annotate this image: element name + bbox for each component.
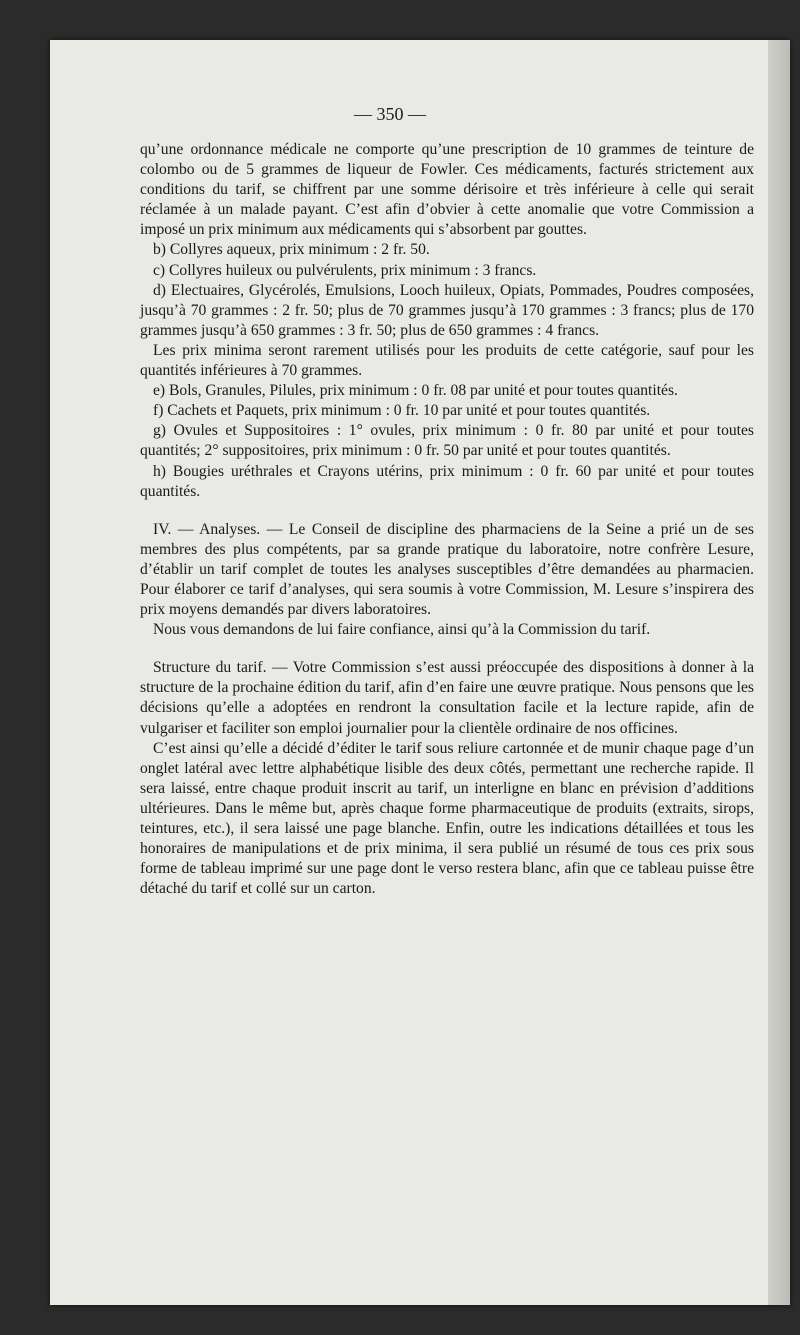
paragraph: b) Collyres aqueux, prix minimum : 2 fr. 50. xyxy=(153,241,430,259)
paragraph: d) Electuaires, Glycérolés, Emulsions, Looch huileux, Opiats, Pommades, Poudres composées, jusqu’à 70 grammes : 2 fr. 50; plus de 70 grammes jusqu’à 170 grammes : 3 francs; plus de 170 grammes jusqu’à 650 grammes : 3 fr. 50; plus de 650 grammes : 4 francs. xyxy=(140,281,754,339)
paragraph: Nous vous demandons de lui faire confiance, ainsi qu’à la Commission du tarif. xyxy=(153,621,651,639)
paragraph: qu’une ordonnance médicale ne comporte qu’une prescription de 10 grammes de teinture de colombo ou de 5 grammes de liqueur de Fowler. Ces médicaments, facturés strictement aux conditions du tarif, se chiffrent par une somme dérisoire et très inférieure à celle qui serait réclamée à un malade payant. C’est afin d’obvier à cette anomalie que votre Commission a imposé un prix minimum aux médicaments qui s’absorbent par gouttes. xyxy=(140,141,754,239)
page-number: — 350 — xyxy=(354,104,426,124)
section-structure-du-tarif: Structure du tarif. — Votre Commission s’est aussi préoccupée des dispositions à donner à la structure de la prochaine édition du tarif, afin d’en faire une œuvre pratique. Nous pensons que les décisions qu’elle a adoptées en rendront la consultation facile et la lecture rapide, afin de vulgariser et faciliter son emploi journalier pour la clientèle ordinaire de nos officines. xyxy=(140,659,754,737)
paragraph: f) Cachets et Paquets, prix minimum : 0 fr. 10 par unité et pour toutes quantités. xyxy=(153,402,651,420)
page-edge xyxy=(768,40,790,1305)
paragraph: e) Bols, Granules, Pilules, prix minimum : 0 fr. 08 par unité et pour toutes quantités. xyxy=(153,382,678,400)
paragraph: C’est ainsi qu’elle a décidé d’éditer le tarif sous reliure cartonnée et de munir chaque page d’un onglet latéral avec lettre alphabétique lisible des deux côtés, permettant une recherche rapide. Il sera laissé, entre chaque produit inscrit au tarif, un interligne en blanc en prévision d’additions ultérieures. Dans le même but, après chaque forme pharmaceutique de produits (extraits, sirops, teintures, etc.), il sera laissé une page blanche. Enfin, outre les indications détaillées et tous les honoraires de manipulations et de prix minima, il sera publié un résumé de tous ces prix sous forme de tableau imprimé sur une page dont le verso restera blanc, afin que ce tableau puisse être détaché du tarif et collé sur un carton. xyxy=(140,739,754,898)
section-analyses: IV. — Analyses. — Le Conseil de discipline des pharmaciens de la Seine a prié un de ses membres des plus compétents, par sa grande pratique du laboratoire, notre confrère Lesure, d’établir un tarif complet de toutes les analyses susceptibles d’être demandées au pharmacien. Pour élaborer ce tarif d’analyses, qui sera soumis à votre Commission, M. Lesure s’inspirera des prix moyens demandés par divers laboratoires. xyxy=(140,520,754,619)
paragraph: g) Ovules et Suppositoires : 1° ovules, prix minimum : 0 fr. 80 par unité et pour toutes quantités; 2° suppositoires, prix minimum : 0 fr. 50 par unité et pour toutes quantités. xyxy=(140,422,754,460)
body-text xyxy=(140,140,754,899)
paragraph: c) Collyres huileux ou pulvérulents, prix minimum : 3 francs. xyxy=(153,261,537,279)
paragraph: h) Bougies uréthrales et Crayons utérins, prix minimum : 0 fr. 60 par unité et pour toutes quantités. xyxy=(140,462,754,500)
paragraph: Les prix minima seront rarement utilisés pour les produits de cette catégorie, sauf pour les quantités inférieures à 70 grammes. xyxy=(140,341,754,380)
